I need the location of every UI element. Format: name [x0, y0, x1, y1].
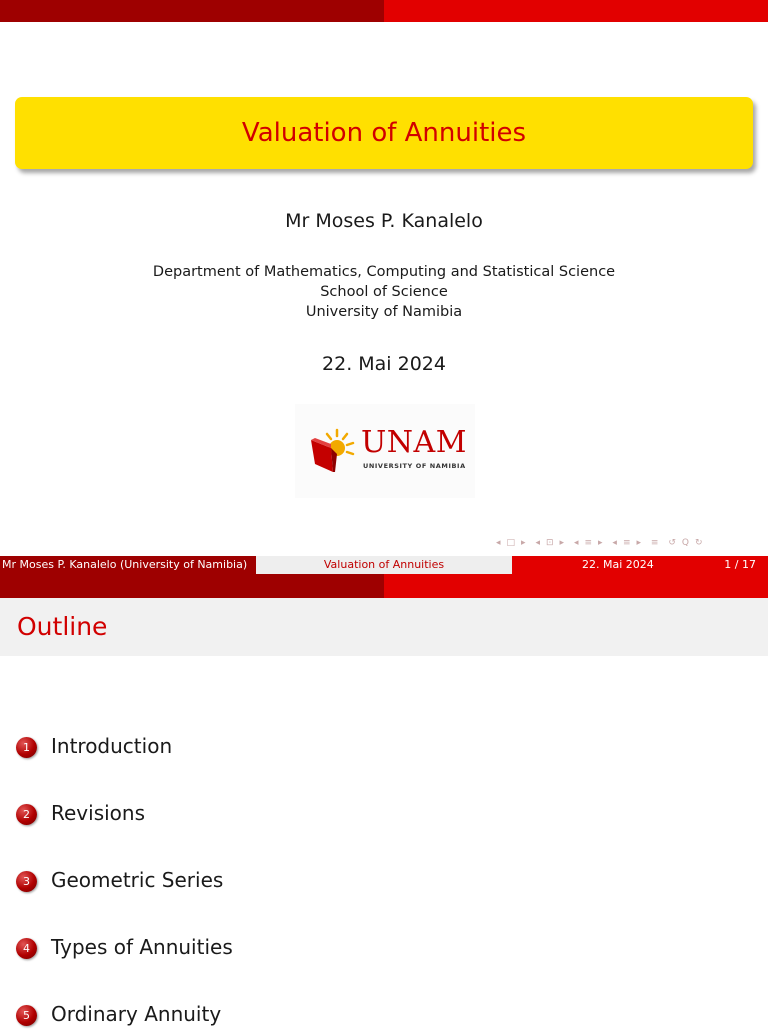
logo-subtitle: UNIVERSITY OF NAMIBIA [363, 462, 466, 470]
slide-icon[interactable]: □ [506, 538, 517, 548]
frame-title-bar [0, 598, 768, 656]
list-item[interactable] [16, 866, 416, 896]
headline-strip-right [384, 0, 768, 22]
institute-university: University of Namibia [305, 304, 463, 320]
section-label: Types of Annuities [51, 935, 233, 959]
section-number-badge: 5 [16, 1005, 37, 1026]
document-icon[interactable]: ≡ [650, 538, 660, 548]
next-frame-icon[interactable]: ▸ [559, 538, 566, 548]
prev-section-icon[interactable]: ◂ [612, 538, 618, 548]
headline-strip [0, 0, 768, 22]
next-subsection-icon[interactable]: ▸ [598, 538, 604, 548]
prev-frame-icon[interactable]: ◂ [535, 538, 541, 548]
sun-book-icon [307, 426, 359, 476]
list-item[interactable] [16, 732, 416, 762]
footer-date: 22. Mai 2024 [582, 558, 654, 571]
footer-title: Valuation of Annuities [256, 556, 512, 574]
search-icon[interactable]: Q [681, 538, 690, 548]
section-number-badge: 3 [16, 871, 37, 892]
institute-department: Department of Mathematics, Computing and Statistical Science [152, 264, 616, 280]
footer-date-page [512, 556, 768, 574]
navigation-bar [496, 538, 764, 552]
forward-icon[interactable]: ↻ [694, 538, 704, 548]
page-number: 1 / 17 [724, 558, 756, 571]
frame-icon[interactable]: ⊡ [545, 538, 555, 548]
headline-strip-2 [0, 574, 768, 598]
list-item[interactable] [16, 1000, 416, 1030]
list-item[interactable] [16, 799, 416, 829]
title-box [15, 97, 753, 169]
section-number-badge: 1 [16, 737, 37, 758]
section-number-badge: 2 [16, 804, 37, 825]
section-label: Ordinary Annuity [51, 1002, 222, 1026]
section-label: Introduction [51, 734, 173, 758]
footer-author: Mr Moses P. Kanalelo (University of Namibia) [0, 556, 256, 574]
prev-subsection-icon[interactable]: ◂ [573, 538, 580, 548]
institute-school: School of Science [320, 284, 448, 300]
presentation-title: Valuation of Annuities [241, 118, 527, 148]
section-number-badge: 4 [16, 938, 37, 959]
section-icon[interactable]: ≡ [622, 538, 632, 548]
university-logo [295, 404, 475, 498]
next-section-icon[interactable]: ▸ [636, 538, 643, 548]
section-label: Geometric Series [51, 868, 224, 892]
frame-title: Outline [17, 612, 108, 641]
section-label: Revisions [51, 801, 146, 825]
logo-brand: UNAM [361, 425, 467, 460]
headline-strip-2-left [0, 574, 384, 598]
back-icon[interactable]: ↺ [668, 538, 677, 548]
headline-strip-2-right [384, 574, 768, 598]
institute-block [0, 262, 768, 322]
subsection-icon[interactable]: ≡ [584, 538, 594, 548]
author-name: Mr Moses P. Kanalelo [285, 210, 483, 232]
prev-slide-icon[interactable]: ◂ [496, 538, 502, 548]
list-item[interactable] [16, 933, 416, 963]
footline [0, 556, 768, 574]
headline-strip-left [0, 0, 384, 22]
presentation-date: 22. Mai 2024 [322, 353, 446, 375]
next-slide-icon[interactable]: ▸ [521, 538, 527, 548]
